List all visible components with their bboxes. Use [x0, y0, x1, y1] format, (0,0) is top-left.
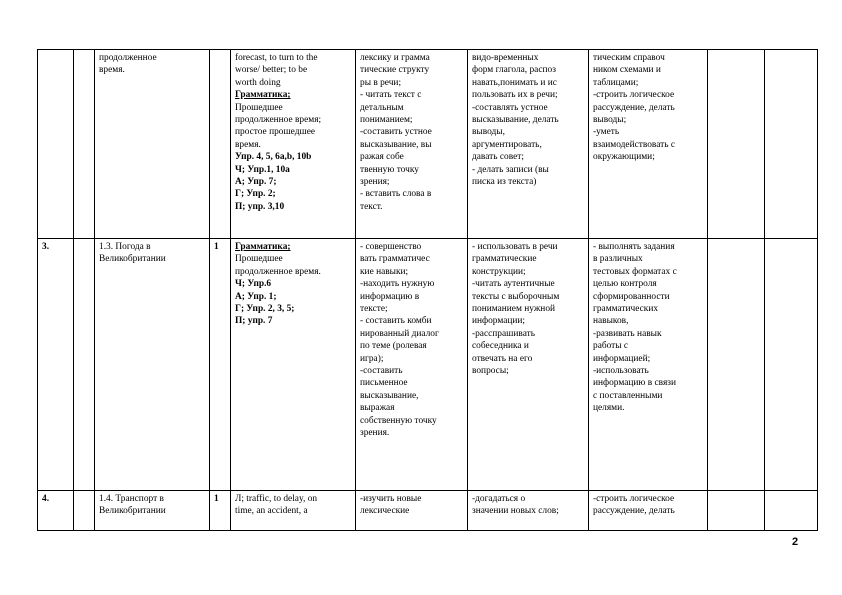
cell-line: лексику и грамма	[360, 53, 430, 63]
cell-line: Прошедшее	[235, 254, 283, 265]
cell-line: зрения.	[360, 428, 390, 439]
cell-line: - составить комби	[360, 316, 432, 327]
cell-line: 1	[214, 494, 219, 504]
cell-line: 1	[214, 242, 219, 252]
cell-line: - совершенство	[360, 242, 422, 252]
lesson-topic-cell	[95, 50, 210, 239]
cell-line: собственную точку	[360, 415, 437, 426]
subject-skills-cell	[356, 491, 468, 531]
cell-line: -составить	[360, 366, 403, 377]
cell-line: таблицами;	[593, 77, 639, 88]
cell-line: простое прошедшее	[235, 127, 316, 138]
lesson-plan-table	[37, 49, 818, 531]
cell-line: Грамматика;	[235, 242, 291, 252]
cell-line: П; упр. 7	[235, 316, 273, 327]
cell-line: Грамматика;	[235, 90, 291, 101]
cell-line: Ч; Упр.6	[235, 279, 272, 290]
cell-line: отвечать на его	[472, 353, 533, 364]
cell-line: работы с	[593, 341, 629, 352]
lesson-number-cell	[38, 50, 74, 239]
cell-line: рассуждение, делать	[593, 506, 675, 517]
cell-line: - выполнять задания	[593, 242, 675, 252]
cell-line: - вставить слова в	[360, 189, 432, 200]
hours-cell	[210, 491, 231, 531]
cell-line: в различных	[593, 254, 643, 265]
meta-skills-cell	[468, 491, 589, 531]
extra-cell-2	[765, 50, 818, 239]
cell-line: форм глагола, распоз	[472, 65, 556, 76]
cell-line: окружающими;	[593, 152, 655, 163]
cell-line: выражая	[360, 403, 395, 414]
table-row	[38, 239, 818, 491]
subject-skills-cell	[356, 50, 468, 239]
cell-line: пониманием;	[360, 115, 413, 126]
cell-line: лексические	[360, 506, 410, 517]
cell-line: forecast, to turn to the	[235, 53, 318, 63]
cell-line: нированный диалог	[360, 328, 439, 339]
cell-line: выводы;	[593, 115, 627, 126]
cell-line: аргументировать,	[472, 139, 542, 150]
cell-line: время.	[235, 139, 261, 150]
cell-line: Упр. 4, 5, 6а,b, 10b	[235, 152, 312, 163]
vocabulary-grammar-cell	[231, 50, 356, 239]
cell-line: time, an accident, a	[235, 506, 308, 517]
cell-line: worth doing	[235, 77, 281, 88]
cell-line: целями.	[593, 403, 625, 414]
cell-line: твенную точку	[360, 164, 419, 175]
cell-line: взаимодействовать с	[593, 139, 676, 150]
cell-line: навать,понимать и ис	[472, 77, 557, 88]
cell-line: -строить логическое	[593, 494, 675, 504]
cell-line: писка из текста)	[472, 177, 537, 188]
cell-line: -использовать	[593, 366, 649, 377]
cell-line: вопросы;	[472, 366, 509, 377]
cell-line: -находить нужную	[360, 279, 435, 290]
cell-line: информацией;	[593, 353, 651, 364]
cell-line: -строить логическое	[593, 90, 675, 101]
cell-line: грамматических	[593, 304, 659, 315]
cell-line: 3.	[42, 242, 50, 252]
vocabulary-grammar-cell	[231, 491, 356, 531]
cell-line: тические структу	[360, 65, 430, 76]
cell-line: пользовать их в речи;	[472, 90, 558, 101]
meta-skills-cell	[468, 50, 589, 239]
cell-line: по теме (ролевая	[360, 341, 427, 352]
cell-line: тическим справоч	[593, 53, 665, 63]
cell-line: ражая собе	[360, 152, 404, 163]
cell-line: -составлять устное	[472, 102, 548, 113]
vocabulary-grammar-cell	[231, 239, 356, 491]
cell-line: -изучить новые	[360, 494, 422, 504]
cell-line: рассуждение, делать	[593, 102, 675, 113]
page-number: 2	[792, 536, 799, 548]
cell-line: конструкции;	[472, 266, 526, 277]
cell-line: А; Упр. 7;	[235, 177, 277, 188]
cell-line: информации;	[472, 316, 526, 327]
cell-line: 4.	[42, 494, 50, 504]
cell-line: навыков,	[593, 316, 629, 327]
hours-cell	[210, 50, 231, 239]
cell-line: Г; Упр. 2;	[235, 189, 276, 200]
cell-line: целью контроля	[593, 279, 657, 290]
cell-line: детальным	[360, 102, 404, 113]
cell-line: worse/ better; to be	[235, 65, 308, 76]
cell-line: высказывание, делать	[472, 115, 559, 126]
cell-line: игра);	[360, 353, 384, 364]
cell-line: зрения;	[360, 177, 390, 188]
cell-line: ры в речи;	[360, 77, 402, 88]
cell-line: информацию в связи	[593, 378, 677, 389]
personal-skills-cell	[589, 491, 708, 531]
cell-line: тексты с выборочным	[472, 291, 560, 302]
cell-line: Прошедшее	[235, 102, 283, 113]
empty-cell	[74, 50, 95, 239]
cell-line: письменное	[360, 378, 408, 389]
table-row	[38, 50, 818, 239]
cell-line: с поставленными	[593, 390, 663, 401]
lesson-number-cell	[38, 491, 74, 531]
cell-line: тексте;	[360, 304, 388, 315]
extra-cell-1	[708, 239, 765, 491]
cell-line: сформированности	[593, 291, 670, 302]
cell-line: информацию в	[360, 291, 420, 302]
lesson-topic-cell	[95, 491, 210, 531]
cell-line: время.	[99, 65, 125, 76]
extra-cell-2	[765, 239, 818, 491]
cell-line: выводы,	[472, 127, 505, 138]
cell-line: Г; Упр. 2, 3, 5;	[235, 304, 295, 315]
table-row	[38, 491, 818, 531]
cell-line: высказывание, вы	[360, 139, 432, 150]
cell-line: высказывание,	[360, 390, 419, 401]
cell-line: тестовых форматах с	[593, 266, 677, 277]
extra-cell-2	[765, 491, 818, 531]
extra-cell-1	[708, 50, 765, 239]
cell-line: - читать текст с	[360, 90, 422, 101]
cell-line: ником схемами и	[593, 65, 661, 76]
lesson-number-cell	[38, 239, 74, 491]
personal-skills-cell	[589, 50, 708, 239]
cell-line: -составить устное	[360, 127, 432, 138]
personal-skills-cell	[589, 239, 708, 491]
cell-line: - делать записи (вы	[472, 164, 549, 175]
cell-line: видо-временных	[472, 53, 539, 63]
hours-cell	[210, 239, 231, 491]
cell-line: пониманием нужной	[472, 304, 556, 315]
subject-skills-cell	[356, 239, 468, 491]
cell-line: вать грамматичес	[360, 254, 430, 265]
meta-skills-cell	[468, 239, 589, 491]
cell-line: -догадаться о	[472, 494, 526, 504]
cell-line: - использовать в речи	[472, 242, 558, 252]
cell-line: 1.3. Погода в	[99, 242, 151, 252]
cell-line: продолженное время.	[235, 266, 321, 277]
cell-line: -уметь	[593, 127, 620, 138]
cell-line: -расспрашивать	[472, 328, 535, 339]
cell-line: 1.4. Транспорт в	[99, 494, 164, 504]
cell-line: давать совет;	[472, 152, 524, 163]
cell-line: Ч; Упр.1, 10a	[235, 164, 290, 175]
cell-line: текст.	[360, 201, 383, 212]
cell-line: Л; traffic, to delay, on	[235, 494, 318, 504]
cell-line: грамматические	[472, 254, 537, 265]
cell-line: собеседника и	[472, 341, 529, 352]
cell-line: кие навыки;	[360, 266, 409, 277]
cell-line: продолженное время;	[235, 115, 322, 126]
empty-cell	[74, 491, 95, 531]
cell-line: П; упр. 3,10	[235, 201, 285, 212]
empty-cell	[74, 239, 95, 491]
cell-line: Великобритании	[99, 506, 166, 517]
extra-cell-1	[708, 491, 765, 531]
cell-line: значении новых слов;	[472, 506, 559, 517]
cell-line: Великобритании	[99, 254, 166, 265]
cell-line: -развивать навык	[593, 328, 662, 339]
cell-line: -читать аутентичные	[472, 279, 555, 290]
cell-line: А; Упр. 1;	[235, 291, 277, 302]
cell-line: продолженное	[99, 53, 157, 63]
lesson-topic-cell	[95, 239, 210, 491]
